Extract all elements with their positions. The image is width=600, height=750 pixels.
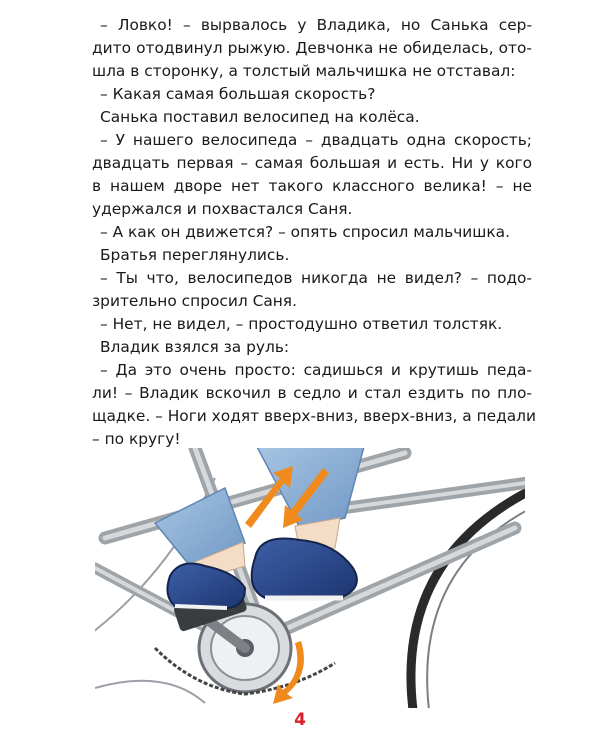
- text-line: двадцать первая – самая большая и есть. Ни у кого: [92, 154, 532, 172]
- bicycle-illustration: [95, 448, 525, 708]
- front-wheel: [411, 488, 525, 708]
- text-line: Санька поставил велосипед на колёса.: [100, 108, 420, 126]
- text-line: удержался и похвастался Саня.: [92, 200, 353, 218]
- story-text: [92, 14, 537, 451]
- paragraph: [92, 106, 532, 129]
- text-line: – А как он движется? – опять спросил мальчишка.: [100, 223, 510, 241]
- text-line: Братья переглянулись.: [100, 246, 290, 264]
- paragraph: [92, 221, 532, 244]
- paragraph: [92, 267, 532, 313]
- paragraph: [92, 14, 532, 83]
- text-line: – Какая самая большая скорость?: [100, 85, 376, 103]
- paragraph: [92, 129, 532, 221]
- text-line: – У нашего велосипеда – двадцать одна скорость;: [100, 131, 532, 149]
- text-line: – Да это очень просто: садишься и крутишь педа-: [100, 361, 532, 379]
- text-line: ли! – Владик вскочил в седло и стал ездить по пло-: [92, 384, 532, 402]
- text-line: в нашем дворе нет такого классного велика! – не: [92, 177, 532, 195]
- text-line: – Ловко! – вырвалось у Владика, но Санька сер-: [100, 16, 532, 34]
- text-line: щадке. – Ноги ходят вверх-вниз, вверх-вниз, а педали: [92, 407, 537, 425]
- paragraph: [92, 359, 537, 451]
- text-line: Владик взялся за руль:: [100, 338, 290, 356]
- text-line: – Ты что, велосипедов никогда не видел? – подо-: [100, 269, 532, 287]
- paragraph: [92, 83, 532, 106]
- text-line: – Нет, не видел, – простодушно ответил толстяк.: [100, 315, 503, 333]
- text-line: дито отодвинул рыжую. Девчонка не обиделась, ото-: [92, 39, 532, 57]
- paragraph: [92, 244, 532, 267]
- paragraph: [92, 313, 532, 336]
- page-number: 4: [294, 710, 306, 730]
- bicycle-pedal-drawing: [95, 448, 525, 708]
- text-line: – по кругу!: [92, 430, 181, 448]
- paragraph: [92, 336, 532, 359]
- text-line: зрительно спросил Саня.: [92, 292, 297, 310]
- text-line: шла в сторонку, а толстый мальчишка не отставал:: [92, 62, 516, 80]
